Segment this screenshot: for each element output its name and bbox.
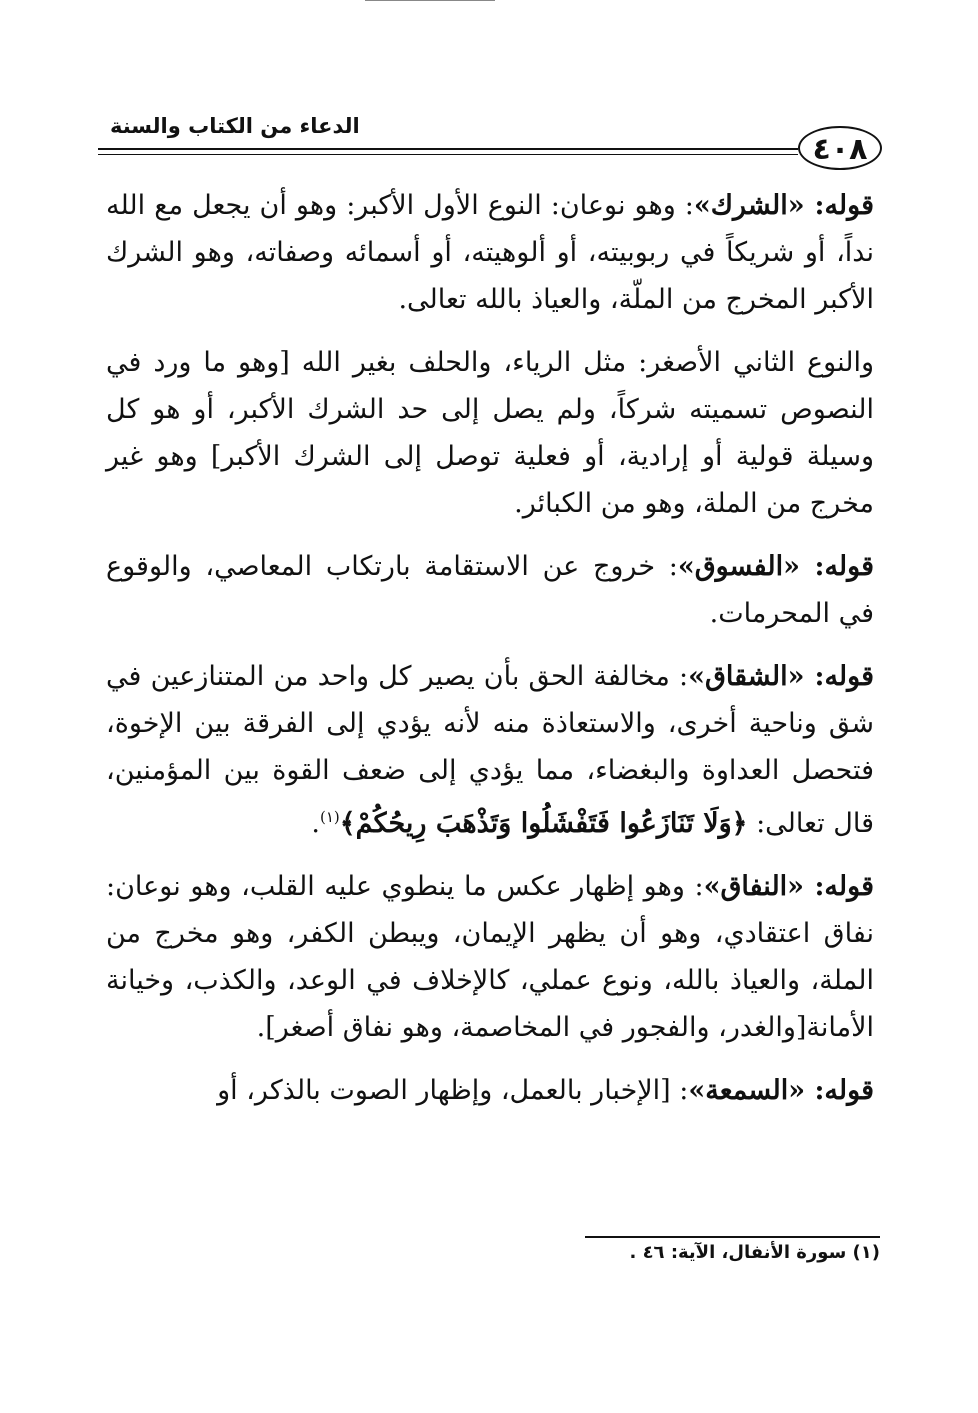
quran-verse: ﴿وَلَا تَنَازَعُوا فَتَفْشَلُوا وَتَذْهَبَ رِيحُكُمْ﴾: [339, 808, 748, 839]
paragraph-text: : وهو إظهار عكس ما ينطوي عليه القلب، وهو نوعان: نفاق اعتقادي، وهو أن يظهر الإيمان، ويبطن الكفر، وهو مخرج من الملة، والعياذ بالله، ونوع عملي، كالإخلاف في الوعد، والكذب، وخيانة الأمانة[والغدر، والفجور في المخاصمة، وهو نفاق أصغر].: [106, 871, 874, 1043]
term-label: قوله: «الشرك»: [693, 190, 874, 221]
paragraph-shirk: [106, 182, 874, 323]
main-text: [106, 182, 874, 1130]
term-label: قوله: «السمعة»: [688, 1075, 874, 1106]
footnote-marker[interactable]: (١): [320, 808, 340, 826]
footnote: (١) سورة الأنفال، الآية: ٤٦ .: [629, 1242, 880, 1263]
paragraph-fusuq: [106, 543, 874, 637]
footnote-rule: [585, 1236, 880, 1238]
term-label: قوله: «الفسوق»: [677, 551, 874, 582]
paragraph-shiqaq: [106, 653, 874, 847]
page-number-badge: ٤٠٨: [798, 126, 882, 170]
term-label: قوله: «النفاق»: [703, 871, 874, 902]
page-header: [98, 108, 888, 178]
running-title: الدعاء من الكتاب والسنة: [110, 114, 360, 138]
paragraph-text: والنوع الثاني الأصغر: مثل الرياء، والحلف بغير الله [وهو ما ورد في النصوص تسميته شركاً، ولم يصل إلى حد الشرك الأكبر، أو هو كل وسيلة قولية أو إرادية، أو فعلية توصل إلى الشرك الأكبر] وهو غير مخرج من الملة، وهو من الكبائر.: [106, 347, 874, 519]
paragraph-text: : وهو نوعان: النوع الأول الأكبر: وهو أن يجعل مع الله نداً، أو شريكاً في ربوبيته، أو ألوهيته، أو أسمائه وصفاته، وهو الشرك الأكبر المخرج من الملّة، والعياذ بالله تعالى.: [106, 190, 874, 315]
paragraph-text: : خروج عن الاستقامة بارتكاب المعاصي، والوقوع في المحرمات.: [106, 551, 874, 629]
term-label: قوله: «الشقاق»: [688, 661, 874, 692]
header-double-rule: [98, 148, 798, 155]
paragraph-text: : مخالفة الحق بأن يصير كل واحد من المتنازعين في شق وناحية أخرى، والاستعاذة منه لأنه يؤدي إلى الفرقة بين الإخوة، فتحصل العداوة والبغضاء، مما يؤدي إلى ضعف القوة بين المؤمنين، قال تعالى:: [106, 661, 874, 839]
paragraph-text: : [الإخبار بالعمل، وإظهار الصوت بالذكر، أو: [217, 1075, 689, 1106]
top-edge-rule: [365, 0, 495, 1]
paragraph-sumah: [106, 1067, 874, 1114]
paragraph-minor-shirk: [106, 339, 874, 527]
paragraph-nifaq: [106, 863, 874, 1051]
paragraph-tail: .: [311, 808, 320, 839]
